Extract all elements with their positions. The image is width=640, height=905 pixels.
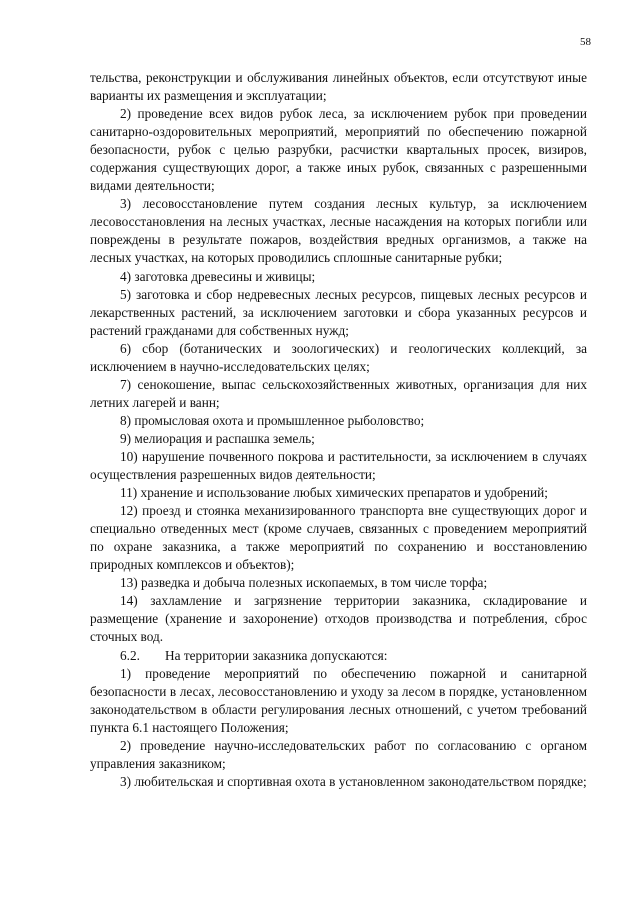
prohibition-item-7: 7) сенокошение, выпас сельскохозяйственных животных, организация для них летних лагерей и ванн; — [90, 376, 587, 410]
permitted-item-3: 3) любительская и спортивная охота в установленном законодательством порядке; — [120, 773, 587, 789]
prohibition-item-5: 5) заготовка и сбор недревесных лесных ресурсов, пищевых лесных ресурсов и лекарственных растений, за исключением заготовки и сбора указанных ресурсов и растений гражданами для собственных нужд; — [90, 286, 587, 338]
prohibition-item-10: 10) нарушение почвенного покрова и растительности, за исключением в случаях осуществления разрешенных видов деятельности; — [90, 448, 587, 483]
prohibition-item-6: 6) сбор (ботанических и зоологических) и геологических коллекций, за исключением в научно-исследовательских целях; — [90, 340, 587, 374]
permitted-item-2: 2) проведение научно-исследовательских работ по согласованию с органом управления заказником; — [90, 737, 587, 771]
prohibition-item-2: 2) проведение всех видов рубок леса, за исключением рубок при проведении санитарно-оздоровительных мероприятий, мероприятий по обеспечению пожарной безопасности, рубок с целью разрубки, расчистки квартальных просек, визиров, содержания существующих дорог, а также иных рубок, связанных с разрешенными видами деятельности; — [90, 106, 587, 194]
permitted-item-1: 1) проведение мероприятий по обеспечению пожарной и санитарной безопасности в лесах, лесовосстановлению и уходу за лесом в порядке, установленном законодательством в области регулирования лесных отношений, с учетом требований пункта 6.1 настоящего Положения; — [90, 665, 587, 735]
section-number: 6.2. — [120, 647, 140, 663]
prohibition-item-11: 11) хранение и использование любых химических препаратов и удобрений; — [120, 485, 548, 501]
paragraph-continuation: тельства, реконструкции и обслуживания линейных объектов, если отсутствуют иные варианты их размещения и эксплуатации; — [90, 70, 587, 104]
section-title: На территории заказника допускаются: — [165, 647, 388, 663]
prohibition-item-3: 3) лесовосстановление путем создания лесных культур, за исключением лесовосстановления на лесных участках, лесные насаждения на которых погибли или повреждены в результате пожаров, воздействия вредных организмов, а также на лесных участках, на которых проводились сплошные санитарные рубки; — [90, 196, 587, 266]
prohibition-item-8: 8) промысловая охота и промышленное рыболовство; — [120, 412, 425, 428]
document-body — [90, 69, 587, 791]
prohibition-item-14: 14) захламление и загрязнение территории заказника, складирование и размещение (хранение и захоронение) отходов производства и потребления, сброс сточных вод. — [90, 593, 587, 645]
page-number: 58 — [580, 36, 591, 48]
prohibition-item-12: 12) проезд и стоянка механизированного транспорта вне существующих дорог и специально отведенных мест (кроме случаев, связанных с проведением мероприятий по охране заказника, а также мероприятий по сохранению и восстановлению природных комплексов и объектов); — [90, 503, 587, 573]
prohibition-item-4: 4) заготовка древесины и живицы; — [120, 268, 316, 284]
prohibition-item-13: 13) разведка и добыча полезных ископаемых, в том числе торфа; — [120, 575, 488, 591]
prohibition-item-9: 9) мелиорация и распашка земель; — [120, 430, 315, 446]
section-heading — [90, 647, 587, 665]
